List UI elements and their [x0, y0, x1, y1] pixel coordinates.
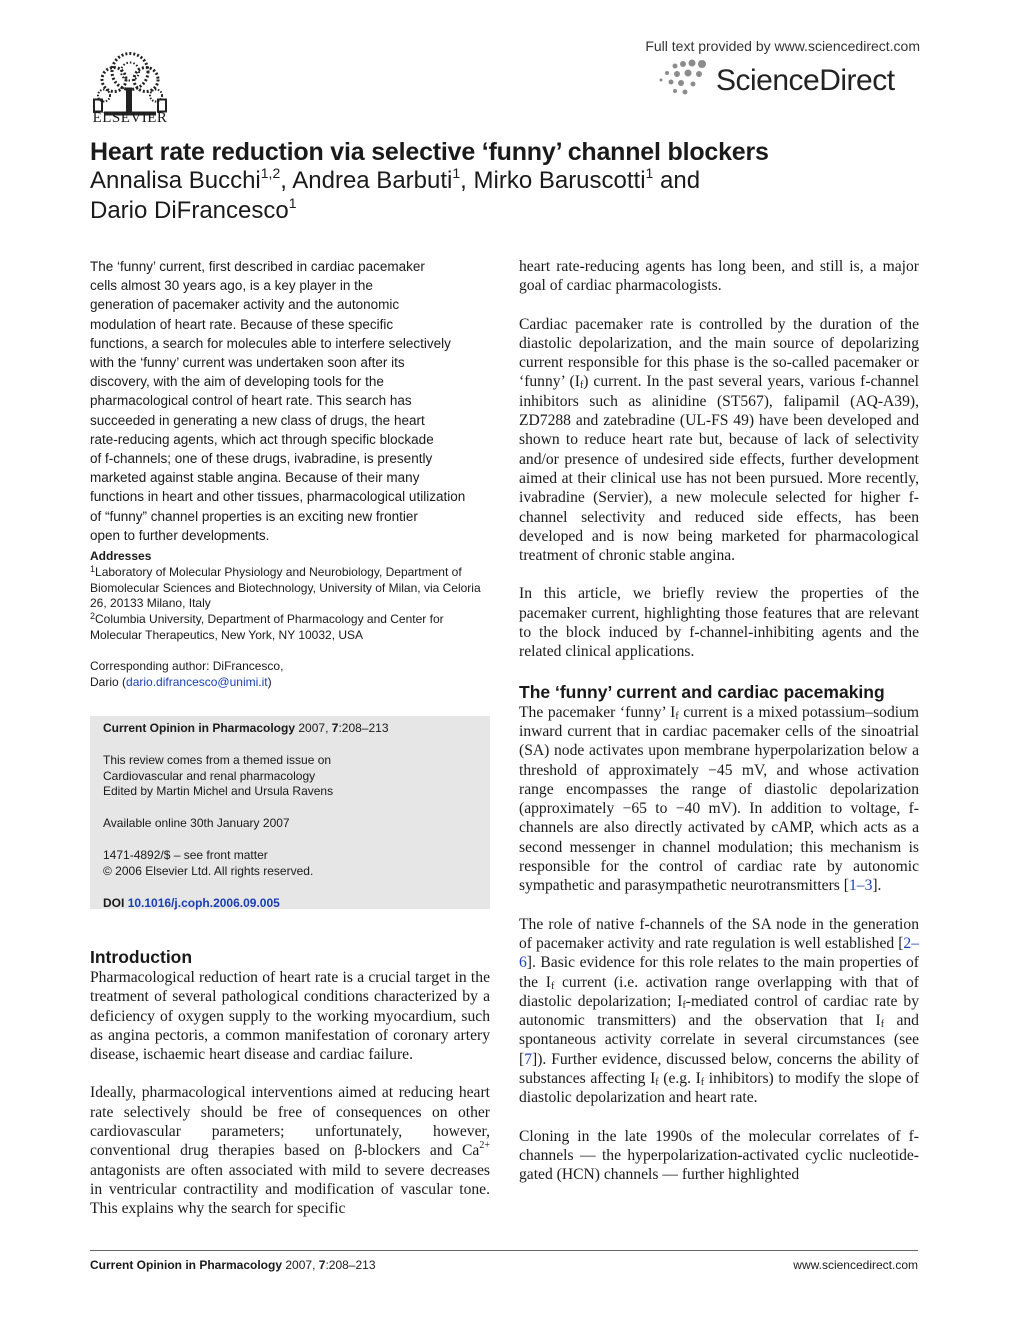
author-conjunction: and: [660, 167, 701, 194]
footer-url[interactable]: www.sciencedirect.com: [793, 1258, 918, 1272]
sciencedirect-dots-icon: [655, 58, 717, 98]
paragraph: Cardiac pacemaker rate is controlled by the duration of the diastolic depolarization, and the main source of depolarizing current responsible for this phase is the so-called pacemaker or ‘funny’ $(I_f)$ current. In the past several years, various f-channel inhibitors such as alinidine (ST567), falipamil (AQ-A39), ZD7288 and zatebradine (UL-FS 49) have been developed and shown to reduce heart rate but, because of lack of selectivity and/or presence of undesired side effects, further development aimed at their clinical use has not been pursued. More recently, ivabradine (Servier), a new molecule selected for higher f-channel selectivity and reduced side effects, has been developed and is now being marketed for pharmacological treatment of chronic stable angina.: [519, 315, 919, 565]
author-list: Annalisa Bucchi$^{1,2}$, Andrea Barbuti$^1$, Mirko Baruscotti$^1$ and Dario DiFrancesco$^1$: [90, 165, 701, 224]
abstract-line: pharmacological control of heart rate. This search has: [90, 393, 412, 409]
journal-name: Current Opinion in Pharmacology: [103, 721, 296, 735]
author-affiliation: 1: [288, 195, 297, 211]
doi-link[interactable]: 10.1016/j.coph.2006.09.005: [127, 895, 280, 910]
reference-link[interactable]: 1–3: [848, 877, 873, 895]
footer-citation: Current Opinion in Pharmacology 2007, 7:208–213: [90, 1258, 376, 1272]
author-name: Dario DiFrancesco: [90, 197, 289, 224]
abstract-line: marketed against stable angina. Because of their many: [90, 470, 420, 486]
addresses: [90, 549, 490, 644]
paragraph: In this article, we briefly review the properties of the pacemaker current, highlighting those features that are relevant to the block induced by f-channel-inhibiting agents and the related clinical applications.: [519, 585, 919, 661]
author-name: Andrea Barbuti: [292, 167, 453, 194]
abstract-line: open to further developments.: [90, 527, 270, 543]
abstract-line: The ‘funny’ current, first described in cardiac pacemaker: [90, 259, 425, 274]
abstract-line: functions in heart and other tissues, pharmacological utilization: [90, 489, 466, 505]
abstract-line: cells almost 30 years ago, is a key player in the: [90, 278, 373, 294]
author-affiliation: 1: [452, 165, 461, 181]
corresponding-author: Corresponding author: DiFrancesco, Dario (dario.difrancesco@unimi.it): [90, 659, 284, 689]
theme-line: Edited by Martin Michel and Ursula Ravens: [103, 784, 334, 799]
paragraph: heart rate-reducing agents has long been, and still is, a major goal of cardiac pharmacologists.: [519, 258, 919, 295]
reference-link[interactable]: 2–6: [519, 934, 919, 972]
issn: 1471-4892/$ – see front matter: [103, 847, 268, 862]
author-name: Annalisa Bucchi: [90, 167, 261, 194]
publisher-name: ELSEVIER: [92, 110, 168, 126]
right-column: [519, 257, 919, 1203]
theme-line: Cardiovascular and renal pharmacology: [103, 768, 316, 783]
footer-rule: [90, 1250, 918, 1251]
abstract-line: succeeded in generating a new class of drugs, the heart: [90, 412, 425, 428]
abstract-line: of f-channels; one of these drugs, ivabradine, is presently: [90, 451, 433, 467]
section-heading: Introduction: [90, 947, 193, 967]
email-link[interactable]: dario.difrancesco@unimi.it: [126, 674, 268, 689]
abstract-line: modulation of heart rate. Because of these specific: [90, 316, 394, 332]
abstract: [90, 257, 490, 545]
paragraph: Ideally, pharmacological interventions aimed at reducing heart rate selectively should be free of consequences on other cardiovascular parameters; unfortunately, however, conventional drug therapies based on β-blockers and $Ca^{2+}$ antagonists are often associated with mild to severe decreases in ventricular contractility and modification of vascular tone. This explains why the search for specific: [90, 1084, 490, 1218]
fulltext-note[interactable]: Full text provided by www.sciencedirect.com: [645, 38, 920, 54]
available-date: Available online 30th January 2007: [103, 816, 290, 831]
article-info-box: Current Opinion in Pharmacology 2007, 7:208–213 This review comes from a themed issue on Cardiovascular and renal pharmacology Edited by Martin Michel and Ursula Ravens Available online 30th January 2007 1471-4892/$ – see front matter © 2006 Elsevier Ltd. All rights reserved. DOI 10.1016/j.coph.2006.09.005: [90, 716, 490, 909]
copyright: © 2006 Elsevier Ltd. All rights reserved.: [103, 863, 314, 878]
abstract-line: of “funny” channel properties is an exciting new frontier: [90, 508, 418, 524]
article-title: Heart rate reduction via selective ‘funny’ channel blockers: [90, 138, 769, 166]
introduction-section: [90, 946, 490, 1238]
abstract-line: rate-reducing agents, which act through specific blockade: [90, 431, 434, 447]
author-affiliation: 1: [645, 165, 654, 181]
theme-line: This review comes from a themed issue on: [103, 752, 332, 767]
address-item: $^2$Columbia University, Department of Pharmacology and Center for Molecular Therapeutics, New York, NY 10032, USA: [90, 611, 444, 642]
paragraph: The role of native f-channels of the SA node in the generation of pacemaker activity and rate regulation is well established [2–6]. Basic evidence for this role relates to the main properties of the $I_f$ current (i.e. activation range overlapping with that of diastolic depolarization; $I_f$-mediated control of cardiac rate by autonomic transmitters) and the observation that $I_f$ and spontaneous activity correlate in several circumstances (see [7]). Further evidence, discussed below, concerns the ability of substances affecting $I_f$ (e.g. $I_f$ inhibitors) to modify the slope of diastolic depolarization and heart rate.: [519, 915, 920, 1107]
paragraph: Pharmacological reduction of heart rate is a crucial target in the treatment of several pathological conditions characterized by a deficiency of oxygen supply to the working myocardium, such as angina pectoris, a common manifestation of coronary artery disease, ischaemic heart disease and cardiac failure.: [90, 969, 490, 1064]
reference-link[interactable]: 7: [524, 1050, 532, 1068]
addresses-heading: Addresses: [90, 549, 152, 563]
abstract-line: with the ‘funny’ current was undertaken soon after its: [90, 355, 405, 371]
author-name: Mirko Baruscotti: [473, 167, 646, 194]
abstract-line: functions, a search for molecules able to interfere selectively: [90, 335, 451, 351]
sciencedirect-wordmark[interactable]: ScienceDirect: [716, 64, 895, 97]
abstract-line: discovery, with the aim of developing tools for the: [90, 374, 384, 390]
section-heading: The ‘funny’ current and cardiac pacemaking: [519, 681, 885, 702]
author-affiliation: 1,2: [260, 165, 281, 181]
paragraph: Cloning in the late 1990s of the molecular correlates of f-channels — the hyperpolarization-activated cyclic nucleotide-gated (HCN) channels — further highlighted: [519, 1127, 919, 1184]
paragraph: The pacemaker ‘funny’ $I_f$ current is a mixed potassium–sodium inward current that in cardiac pacemaker cells of the sinoatrial (SA) node activates upon membrane hyperpolarization below a threshold of approximately −45 mV, and whose activation range encompasses the range of diastolic depolarization (approximately −65 to −40 mV). In addition to voltage, f-channels are also directly activated by cAMP, which acts as a second messenger in channel modulation; this mechanism is responsible for the control of cardiac rate by autonomic sympathetic and parasympathetic neurotransmitters [1–3].: [519, 703, 920, 895]
address-item: $^1$Laboratory of Molecular Physiology and Neurobiology, Department of Biomolecular Sciences and Biotechnology, University of Milan, via Celoria 26, 20133 Milano, Italy: [90, 563, 481, 611]
abstract-line: generation of pacemaker activity and the autonomic: [90, 297, 400, 313]
